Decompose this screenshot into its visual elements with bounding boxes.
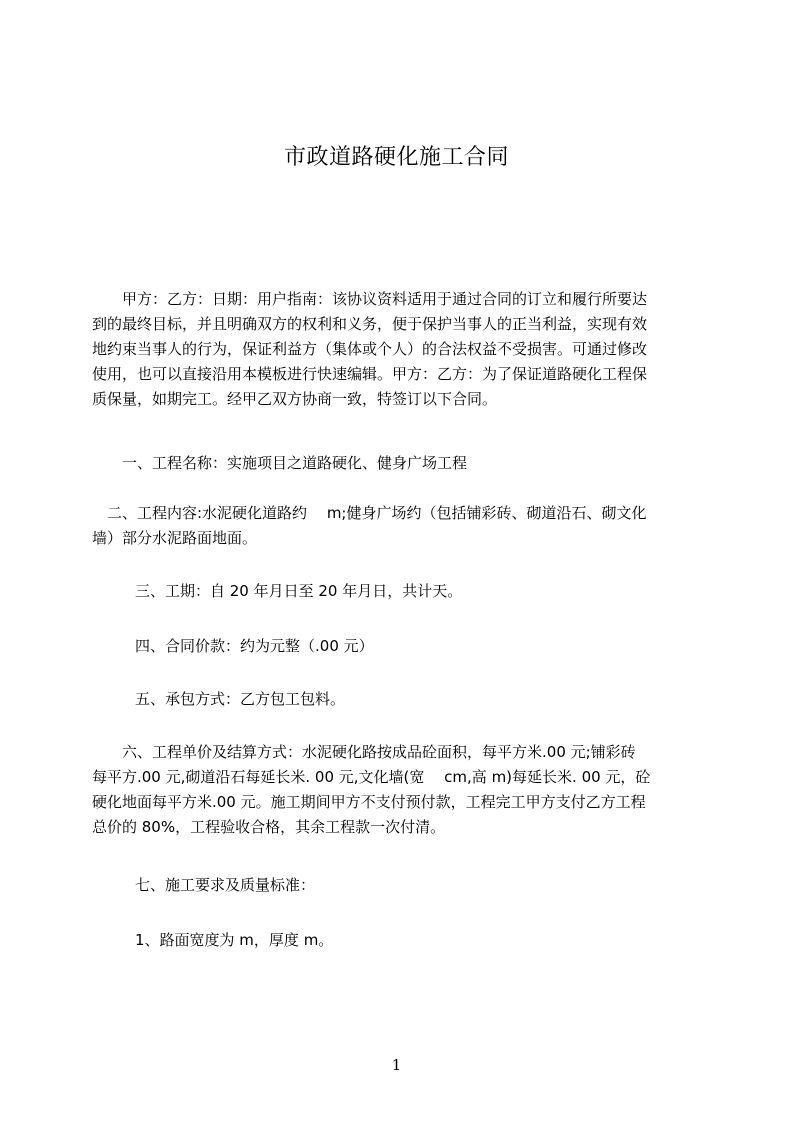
settlement-line: 硬化地面每平方米.00 元。施工期间甲方不支付预付款，工程完工甲方支付乙方工程: [92, 793, 646, 811]
section-project-content: [92, 501, 714, 551]
content-line: 墙）部分水泥路面地面。: [92, 529, 258, 547]
section-duration: 三、工期：自 20 年月日至 20 年月日，共计天。: [135, 582, 463, 600]
settlement-line: 总价的 80%，工程验收合格，其余工程款一次付清。: [92, 818, 446, 836]
section-quality-standards: 七、施工要求及质量标准：: [135, 876, 316, 894]
intro-line: 到的最终目标，并且明确双方的权利和义务，便于保护当事人的正当利益，实现有效: [92, 315, 648, 333]
quality-item-1: 1、路面宽度为 m，厚度 m。: [135, 931, 334, 949]
settlement-line: 六、工程单价及结算方式：水泥硬化路按成品砼面积，每平方米.00 元;铺彩砖: [92, 743, 636, 761]
intro-line: 甲方：乙方：日期：用户指南：该协议资料适用于通过合同的订立和履行所要达: [92, 290, 648, 308]
intro-line: 地约束当事人的行为，保证利益方（集体或个人）的合法权益不受损害。可通过修改: [92, 340, 648, 358]
section-contract-mode: 五、承包方式：乙方包工包料。: [135, 690, 346, 708]
page-number: 1: [391, 1056, 402, 1074]
settlement-line: 每平方.00 元,砌道沿石每延长米. 00 元,文化墙(宽 cm,高 m)每延长米. 00 元，砼: [92, 768, 651, 786]
section-contract-price: 四、合同价款：约为元整（.00 元）: [135, 637, 374, 655]
content-line: 二、工程内容:水泥硬化道路约 m;健身广场约（包括铺彩砖、砌道沿石、砌文化: [92, 504, 647, 522]
document-title: 市政道路硬化施工合同: [283, 145, 509, 170]
section-project-name: 一、工程名称：实施项目之道路硬化、健身广场工程: [122, 454, 468, 472]
intro-line: 使用，也可以直接沿用本模板进行快速编辑。甲方：乙方：为了保证道路硬化工程保: [92, 365, 648, 383]
intro-line: 质保量，如期完工。经甲乙双方协商一致，特签订以下合同。: [92, 390, 498, 408]
section-unit-price-settlement: [92, 740, 714, 840]
intro-paragraph: [92, 287, 714, 412]
